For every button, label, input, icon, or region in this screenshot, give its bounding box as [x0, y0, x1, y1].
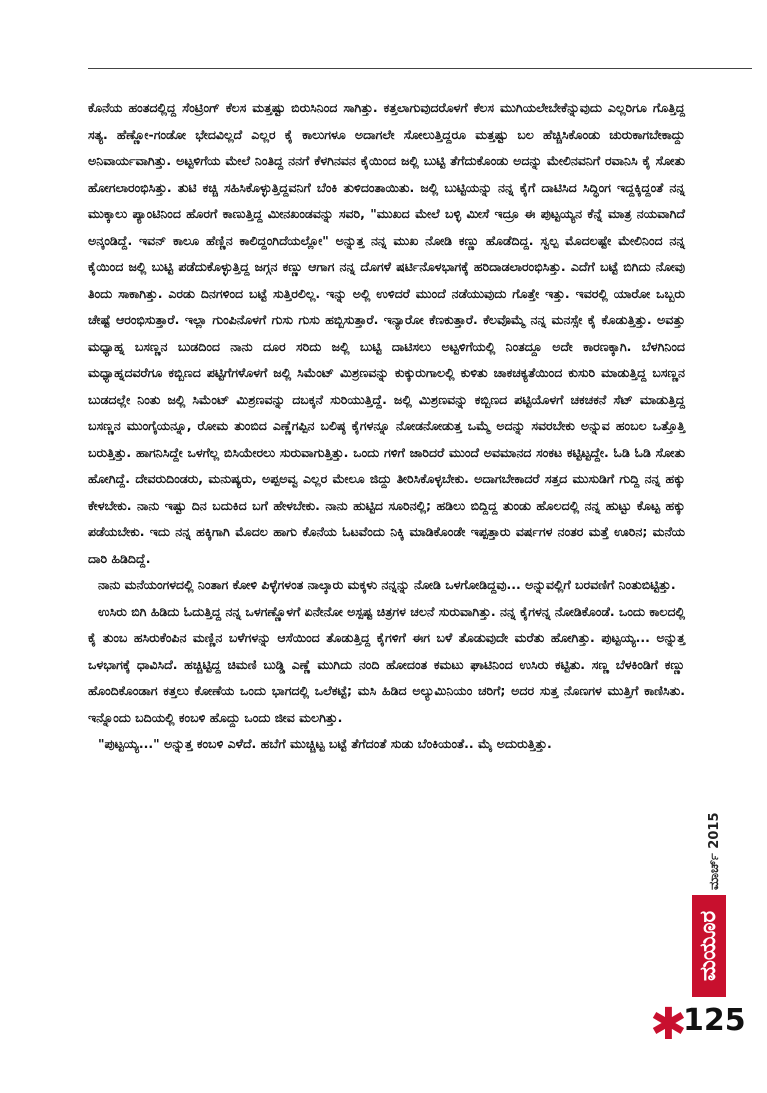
- issue-date: ಮಾರ್ಚ್ 2015: [707, 812, 722, 890]
- page-number: 125: [683, 1003, 746, 1038]
- paragraph: ಉಸಿರು ಬಿಗಿ ಹಿಡಿದು ಓದುತ್ತಿದ್ದ ನನ್ನ ಒಳಗಣ್ಣೊಳಗೆ ಏನೇನೋ ಅಸ್ಪಷ್ಟ ಚಿತ್ರಗಳ ಚಲನೆ ಸುರುವಾಗಿತ್ತು. ನನ್ನ ಕೈಗಳನ್ನ ನೋಡಿಕೊಂಡೆ. ಒಂದು ಕಾಲದಲ್ಲಿ ಕೈ ತುಂಬ ಹಸಿರುಕೆಂಪಿನ ಮಣ್ಣಿನ ಬಳೆಗಳನ್ನು ಆಸೆಯಿಂದ ತೊಡುತ್ತಿದ್ದ ಕೈಗಳಿಗೆ ಈಗ ಬಳೆ ತೊಡುವುದೇ ಮರೆತು ಹೋಗಿತ್ತು. ಪುಟ್ಟಯ್ಯ... ಅನ್ನುತ್ತ ಒಳಭಾಗಕ್ಕೆ ಧಾವಿಸಿದೆ. ಹಚ್ಚಿಟ್ಟಿದ್ದ ಚಿಮಣಿ ಬುಡ್ಡಿ ಎಣ್ಣೆ ಮುಗಿದು ನಂದಿ ಹೋದಂತ ಕಮಟು ಘಾಟಿನಿಂದ ಉಸಿರು ಕಟ್ಟಿತು. ಸಣ್ಣ ಬೆಳಕಿಂಡಿಗೆ ಕಣ್ಣು ಹೊಂದಿಕೊಂಡಾಗ ಕತ್ತಲು ಕೋಣೆಯ ಒಂದು ಭಾಗದಲ್ಲಿ ಒಲೆಕಟ್ಟೆ; ಮಸಿ ಹಿಡಿದ ಅಲ್ಯುಮಿನಿಯಂ ಚರಿಗೆ; ಅದರ ಸುತ್ತ ನೊಣಗಳ ಮುತ್ತಿಗೆ ಕಾಣಿಸಿತು. ಇನ್ನೊಂದು ಬದಿಯಲ್ಲಿ ಕಂಬಳಿ ಹೊದ್ದು ಒಂದು ಜೀವ ಮಲಗಿತ್ತು.: [88, 603, 685, 725]
- top-rule: [88, 68, 752, 69]
- asterisk-icon: ✱: [650, 999, 687, 1050]
- paragraph: ನಾನು ಮನೆಯಂಗಳದಲ್ಲಿ ನಿಂತಾಗ ಕೋಳಿ ಪಿಳ್ಳೆಗಳಂತ ನಾಲ್ಕಾರು ಮಕ್ಕಳು ನನ್ನನ್ನು ನೋಡಿ ಒಳಗೋಡಿದ್ದವು... ಅನ್ನುವಲ್ಲಿಗೆ ಬರವಣಿಗೆ ನಿಂತುಬಿಟ್ಟಿತ್ತು.: [98, 577, 676, 592]
- magazine-logo-text: ಮಯೂರ: [696, 910, 721, 982]
- paragraph: ಕೊನೆಯ ಹಂತದಲ್ಲಿದ್ದ ಸೆಂಟ್ರಿಂಗ್ ಕೆಲಸ ಮತ್ತಷ್ಟು ಬಿರುಸಿನಿಂದ ಸಾಗಿತ್ತು. ಕತ್ತಲಾಗುವುದರೊಳಗೆ ಕೆಲಸ ಮುಗಿಯಲೇಬೇಕೆನ್ನುವುದು ಎಲ್ಲರಿಗೂ ಗೊತ್ತಿದ್ದ ಸತ್ಯ. ಹೆಣ್ಣೋ-ಗಂಡೋ ಭೇದವಿಲ್ಲದೆ ಎಲ್ಲರ ಕೈ ಕಾಲುಗಳೂ ಅದಾಗಲೇ ಸೋಲುತ್ತಿದ್ದರೂ ಮತ್ತಷ್ಟು ಬಲ ಹೆಚ್ಚಿಸಿಕೊಂಡು ಚುರುಕಾಗಬೇಕಾದ್ದು ಅನಿವಾರ್ಯವಾಗಿತ್ತು. ಅಟ್ಟಳಿಗೆಯ ಮೇಲೆ ನಿಂತಿದ್ದ ನನಗೆ ಕೆಳಗಿನವನ ಕೈಯಿಂದ ಜಲ್ಲಿ ಬುಟ್ಟಿ ತೆಗೆದುಕೊಂಡು ಅದನ್ನು ಮೇಲಿನವನಿಗೆ ರವಾನಿಸಿ ಕೈ ಸೋತು ಹೋಗಲಾರಂಭಿಸಿತ್ತು. ತುಟಿ ಕಚ್ಚಿ ಸಹಿಸಿಕೊಳ್ಳುತ್ತಿದ್ದವನಿಗೆ ಬೆಂಕಿ ತುಳಿದಂತಾಯಿತು. ಜಲ್ಲಿ ಬುಟ್ಟಿಯನ್ನು ನನ್ನ ಕೈಗೆ ದಾಟಿಸಿದ ಸಿದ್ಧಿಂಗ ಇದ್ದಕ್ಕಿದ್ದಂತೆ ನನ್ನ ಮುಕ್ಕಾಲು ಪ್ಯಾಂಟಿನಿಂದ ಹೊರಗೆ ಕಾಣುತ್ತಿದ್ದ ಮೀನಖಂಡವನ್ನು ಸವರಿ, "ಮುಖದ ಮೇಲೆ ಬಳ್ಳಿ ಮೀಸೆ ಇದ್ರೂ ಈ ಪುಟ್ಟಯ್ಯನ ಕೆನ್ನೆ ಮಾತ್ರ ನಯವಾಗಿದೆ ಅನ್ಕಂಡಿದ್ದೆ. ಇವನ್ ಕಾಲೂ ಹೆಣ್ಣಿನ ಕಾಲಿದ್ದಂಗಿದೆಯಲ್ಲೋ" ಅನ್ನುತ್ತ ನನ್ನ ಮುಖ ನೋಡಿ ಕಣ್ಣು ಹೊಡೆದಿದ್ದ. ಸ್ವಲ್ಪ ಮೊದಲಷ್ಟೇ ಮೇಲಿನಿಂದ ನನ್ನ ಕೈಯಿಂದ ಜಲ್ಲಿ ಬುಟ್ಟಿ ಪಡೆದುಕೊಳ್ಳುತ್ತಿದ್ದ ಜಗ್ಗನ ಕಣ್ಣು ಆಗಾಗ ನನ್ನ ದೊಗಳೆ ಷರ್ಟಿನೊಳಭಾಗಕ್ಕೆ ಹರಿದಾಡಲಾರಂಭಿಸಿತ್ತು. ಎದೆಗೆ ಬಟ್ಟೆ ಬಿಗಿದು ನೋವು ತಿಂದು ಸಾಕಾಗಿತ್ತು. ಎರಡು ದಿನಗಳಿಂದ ಬಟ್ಟೆ ಸುತ್ತಿರಲಿಲ್ಲ. ಇನ್ನು ಅಲ್ಲಿ ಉಳಿದರೆ ಮುಂದೆ ನಡೆಯುವುದು ಗೊತ್ತೇ ಇತ್ತು. ಇವರಲ್ಲಿ ಯಾರೋ ಒಬ್ಬರು ಚೇಷ್ಟೆ ಆರಂಭಿಸುತ್ತಾರೆ. ಇಲ್ಲಾ ಗುಂಪಿನೊಳಗೆ ಗುಸು ಗುಸು ಹಬ್ಬಿಸುತ್ತಾರೆ. ಇನ್ಯಾರೋ ಕೆಣಕುತ್ತಾರೆ. ಕೆಲವೊಮ್ಮೆ ನನ್ನ ಮನಸ್ಸೇ ಕೈ ಕೊಡುತ್ತಿತ್ತು. ಅವತ್ತು ಮಧ್ಯಾಹ್ನ ಬಸಣ್ಣನ ಬುಡದಿಂದ ನಾನು ದೂರ ಸರಿದು ಜಲ್ಲಿ ಬುಟ್ಟಿ ದಾಟಿಸಲು ಅಟ್ಟಳಿಗೆಯಲ್ಲಿ ನಿಂತದ್ದೂ ಅದೇ ಕಾರಣಕ್ಕಾಗಿ. ಬೆಳಗಿನಿಂದ ಮಧ್ಯಾಹ್ನದವರೆಗೂ ಕಬ್ಬಿಣದ ಪಟ್ಟಿಗೆಗಳೊಳಗೆ ಜಲ್ಲಿ ಸಿಮೆಂಟ್ ಮಿಶ್ರಣವನ್ನು ಕುಕ್ಕುರುಗಾಲಲ್ಲಿ ಕುಳಿತು ಚಾಕಚಕ್ಯತೆಯಿಂದ ಕುಸುರಿ ಮಾಡುತ್ತಿದ್ದ ಬಸಣ್ಣನ ಬುಡದಲ್ಲೇ ನಿಂತು ಜಲ್ಲಿ ಸಿಮೆಂಟ್ ಮಿಶ್ರಣವನ್ನು ದಬಕ್ಕನೆ ಸುರಿಯುತ್ತಿದ್ದೆ. ಜಲ್ಲಿ ಮಿಶ್ರಣವನ್ನು ಕಬ್ಬಿಣದ ಪಟ್ಟಿಯೊಳಗೆ ಚಕಚಕನೆ ಸೆಟ್ ಮಾಡುತ್ತಿದ್ದ ಬಸಣ್ಣನ ಮುಂಗೈಯನ್ನೂ, ರೋಮ ತುಂಬಿದ ಎಣ್ಣೆಗಪ್ಪಿನ ಬಲಿಷ್ಠ ಕೈಗಳನ್ನೂ ನೋಡನೋಡುತ್ತ ಒಮ್ಮೆ ಅದನ್ನು ಸವರಬೇಕು ಅನ್ನುವ ಹಂಬಲ ಒತ್ತೊತ್ತಿ ಬರುತ್ತಿತ್ತು. ಹಾಗನಿಸಿದ್ದೇ ಒಳಗೆಲ್ಲ ಬಿಸಿಯೇರಲು ಸುರುವಾಗುತ್ತಿತ್ತು. ಒಂದು ಗಳಿಗೆ ಜಾರಿದರೆ ಮುಂದೆ ಅವಮಾನದ ಸಂಕಟ ಕಟ್ಟಿಟ್ಟದ್ದೇ. ಓಡಿ ಓಡಿ ಸೋತು ಹೋಗಿದ್ದೆ. ದೇವರುದಿಂಡರು, ಮನುಷ್ಯರು, ಅಪ್ಪಅವ್ವ ಎಲ್ಲರ ಮೇಲೂ ಜಿದ್ದು ತೀರಿಸಿಕೊಳ್ಳಬೇಕು. ಅದಾಗಬೇಕಾದರೆ ಸತ್ತದ ಮುಸುಡಿಗೆ ಗುದ್ದಿ ನನ್ನ ಹಕ್ಕು ಕೇಳಬೇಕು. ನಾನು ಇಷ್ಟು ದಿನ ಬದುಕಿದ ಬಗೆ ಹೇಳಬೇಕು. ನಾನು ಹುಟ್ಟಿದ ಸೂರಿನಲ್ಲಿ; ಹಡಿಲು ಬಿದ್ದಿದ್ದ ತುಂಡು ಹೊಲದಲ್ಲಿ ನನ್ನ ಹುಟ್ಟು ಕೊಟ್ಟ ಹಕ್ಕು ಪಡೆಯಬೇಕು. ಇದು ನನ್ನ ಹಕ್ಕಿಗಾಗಿ ಮೊದಲ ಹಾಗು ಕೊನೆಯ ಓಟವೆಂದು ನಿಕ್ಕಿ ಮಾಡಿಕೊಂಡೇ ಇಪ್ಪತ್ತಾರು ವರ್ಷಗಳ ನಂತರ ಮತ್ತೆ ಊರಿನ; ಮನೆಯ ದಾರಿ ಹಿಡಿದಿದ್ದೆ.: [88, 100, 685, 566]
- magazine-side-tab: [690, 800, 730, 998]
- article-body: [88, 95, 685, 758]
- paragraph: "ಪುಟ್ಟಯ್ಯ..." ಅನ್ನುತ್ತ ಕಂಬಳಿ ಎಳೆದೆ. ಹಬೆಗೆ ಮುಚ್ಚಿಟ್ಟ ಬಟ್ಟೆ ತೆಗೆದಂತೆ ಸುಡು ಬೆಂಕಿಯಂತೆ.. ಮೈ ಅದುರುತ್ತಿತ್ತು.: [98, 736, 552, 751]
